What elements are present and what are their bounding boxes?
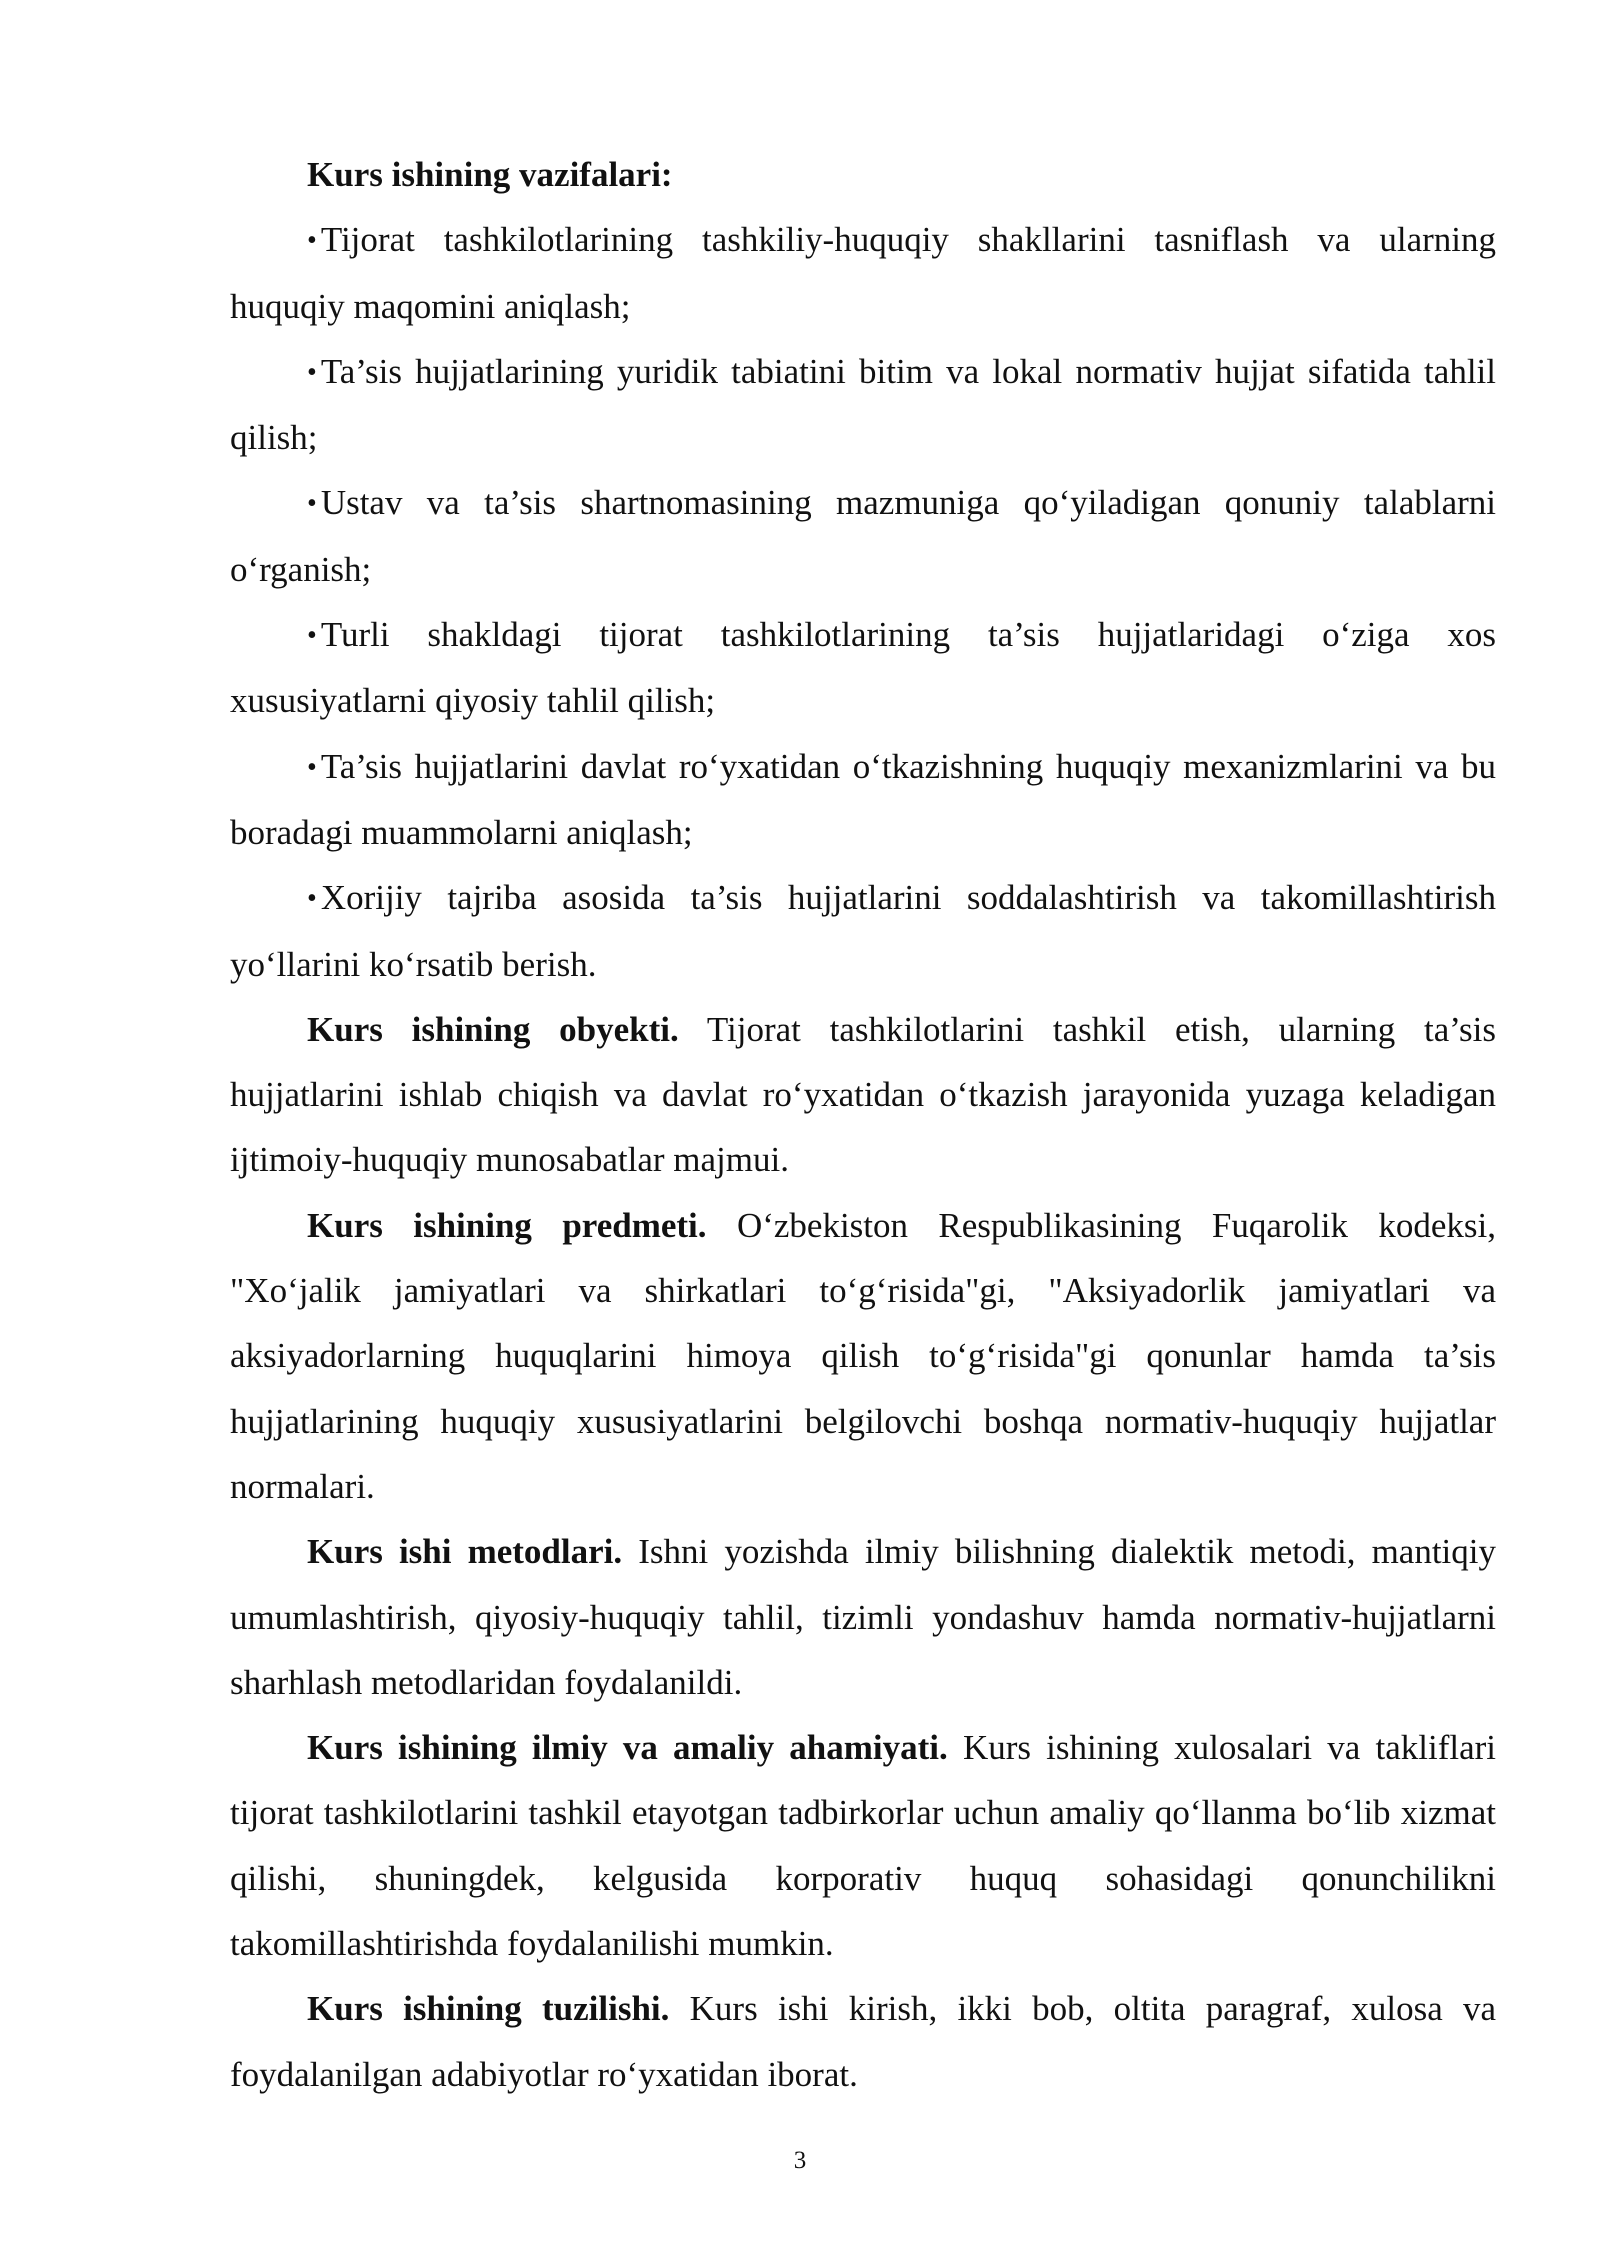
object-paragraph	[230, 997, 1496, 1193]
tasks-heading: Kurs ishining vazifalari:	[307, 155, 673, 194]
subject-paragraph	[230, 1193, 1496, 1519]
section-text: Kurs ishi kirish, ikki bob, oltita paragraf, xulosa va foydalanilgan adabiyotlar ro‘yxatidan iborat.	[230, 1989, 1497, 2094]
section-heading: Kurs ishining obyekti.	[307, 1009, 679, 1049]
task-item	[230, 602, 1496, 734]
section-text: Kurs ishining xulosalari va takliflari tijorat tashkilotlarini tashkil etayotgan tadbirkorlar uchun amaliy qo‘llanma bo‘lib xizmat qilishi, shuningdek, kelgusida korporativ huquq sohasidagi qonunchilikni takomillashtirishda foydalanilishi mumkin.	[230, 1728, 1496, 1964]
structure-paragraph	[230, 1976, 1496, 2107]
section-heading: Kurs ishining tuzilishi.	[307, 1989, 670, 2029]
section-text: Ishni yozishda ilmiy bilishning dialektik metodi, mantiqiy umumlashtirish, qiyosiy-huquqiy tahlil, tizimli yondashuv hamda normativ-hujjatlarni sharhlash metodlaridan foydalanildi.	[230, 1532, 1496, 1702]
task-item	[230, 734, 1496, 866]
task-text: Ta’sis hujjatlarining yuridik tabiatini bitim va lokal normativ hujjat sifatida tahlil qilish;	[230, 351, 1496, 458]
task-text: Ustav va ta’sis shartnomasining mazmuniga qo‘yiladigan qonuniy talablarni o‘rganish;	[230, 483, 1496, 589]
significance-paragraph	[230, 1715, 1496, 1976]
task-text: Turli shakldagi tijorat tashkilotlarining ta’sis hujjatlaridagi o‘ziga xos xususiyatlarni qiyosiy tahlil qilish;	[230, 615, 1496, 721]
task-text: Xorijiy tajriba asosida ta’sis hujjatlarini soddalashtirish va takomillashtirish yo‘llarini ko‘rsatib berish.	[230, 878, 1496, 984]
bullet-icon: •	[307, 751, 317, 783]
bullet-icon: •	[307, 225, 317, 257]
task-text: Ta’sis hujjatlarini davlat ro‘yxatidan o‘tkazishning huquqiy mexanizmlarini va bu boradagi muammolarni aniqlash;	[230, 746, 1496, 852]
bullet-icon: •	[307, 488, 317, 520]
bullet-icon: •	[307, 356, 317, 388]
bullet-icon: •	[307, 883, 317, 915]
task-item	[230, 470, 1496, 602]
section-text: Tijorat tashkilotlarini tashkil etish, ularning ta’sis hujjatlarini ishlab chiqish va davlat ro‘yxatidan o‘tkazish jarayonida yuzaga keladigan ijtimoiy-huquqiy munosabatlar majmui.	[230, 1009, 1496, 1180]
task-item	[230, 865, 1496, 997]
bullet-icon: •	[307, 620, 317, 652]
section-text: O‘zbekiston Respublikasining Fuqarolik kodeksi, "Xo‘jalik jamiyatlari va shirkatlari to‘g‘risida"gi, "Aksiyadorlik jamiyatlari va aksiyadorlarning huquqlarini himoya qilish to‘g‘risida"gi qonunlar hamda ta’sis hujjatlarining huquqiy xususiyatlarini belgilovchi boshqa normativ-huquqiy hujjatlar normalari.	[230, 1205, 1496, 1506]
task-text: Tijorat tashkilotlarining tashkiliy-huquqiy shakllarini tasniflash va ularning huquqiy maqomini aniqlash;	[230, 220, 1496, 326]
section-heading: Kurs ishining ilmiy va amaliy ahamiyati.	[307, 1728, 948, 1768]
section-heading: Kurs ishi metodlari.	[307, 1532, 623, 1572]
page-body	[230, 142, 1496, 2107]
page-number: 3	[793, 2147, 807, 2174]
tasks-heading-paragraph	[230, 142, 1496, 207]
section-heading: Kurs ishining predmeti.	[307, 1205, 707, 1245]
task-item	[230, 339, 1496, 471]
task-item	[230, 207, 1496, 339]
methods-paragraph	[230, 1519, 1496, 1715]
